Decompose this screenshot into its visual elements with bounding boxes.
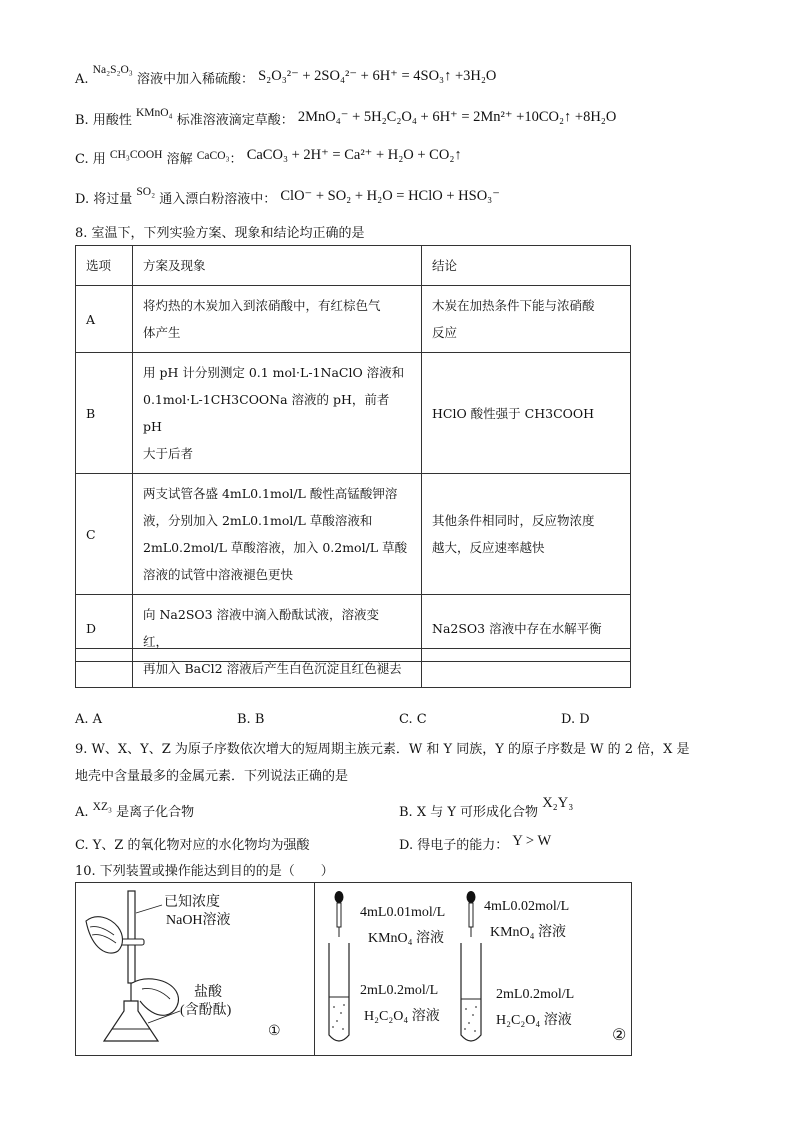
fig2-left-top-1: 4mL0.01mol/L [360, 905, 446, 920]
row-b-conclusion: HClO 酸性强于 CH3COOH [422, 353, 631, 474]
q7-option-d: D. 将过量 SO₂ 通入漂白粉溶液中： ClO⁻ + SO₂ + H₂O = HClO + HSO₃⁻ [75, 186, 500, 207]
row-a-plan: 将灼热的木炭加入到浓硝酸中，有红棕色气 体产生 [133, 286, 422, 353]
row-d-cont-option [76, 649, 133, 688]
q8-table [75, 245, 631, 662]
row-d-option: D [76, 595, 133, 662]
fig1-label-bottom-1: 盐酸 [194, 985, 222, 1000]
table-row-b [76, 353, 631, 474]
fig1-label-top-2: NaOH溶液 [166, 913, 231, 928]
q10-figure [75, 882, 632, 1056]
table-row-d-continued [76, 649, 631, 688]
row-b-option: B [76, 353, 133, 474]
q7-a-equation: S₂O₃²⁻ + 2SO₄²⁻ + 6H⁺ = 4SO₃↑ +3H₂O [258, 68, 497, 84]
q9-d-formula: Y > W [512, 833, 552, 849]
q7-d-reagent: SO₂ [136, 186, 156, 198]
fig2-right-bottom-1: 2mL0.2mol/L [496, 987, 575, 1002]
q8-choice-a: A. A [75, 712, 103, 727]
q7-d-equation: ClO⁻ + SO₂ + H₂O = HClO + HSO₃⁻ [280, 188, 500, 204]
q9-stem-line1: 9. W、X、Y、Z 为原子序数依次增大的短周期主族元素．W 和 Y 同族，Y 的原子序数是 W 的 2 倍，X 是 [75, 742, 690, 757]
q8-choice-d: D. D [561, 712, 590, 727]
q7-b-equation: 2MnO₄⁻ + 5H₂C₂O₄ + 6H⁺ = 2Mn²⁺ +10CO₂↑ +8H₂O [297, 109, 617, 125]
fig2-left-bottom-1: 2mL0.2mol/L [360, 983, 439, 998]
q8-choice-c: C. C [399, 712, 427, 727]
header-plan: 方案及现象 [133, 246, 422, 286]
q7-a-reagent: Na₂S₂O₃ [92, 64, 133, 76]
q9-option-a: A. XZ₃ 是离子化合物 [75, 801, 195, 820]
row-d-plan: 向 Na2SO3 溶液中滴入酚酞试液，溶液变 红， [133, 595, 422, 662]
q9-option-b: B. X 与 Y 可形成化合物 X₂Y₃ [399, 795, 574, 820]
fig2-right-top-1: 4mL0.02mol/L [484, 899, 570, 914]
row-a-conclusion: 木炭在加热条件下能与浓硝酸 反应 [422, 286, 631, 353]
fig1-label-top-1: 已知浓度 [164, 895, 220, 910]
q7-option-a: A. Na₂S₂O₃ 溶液中加入稀硫酸： S₂O₃²⁻ + 2SO₄²⁻ + 6H⁺ = 4SO₃↑ +3H₂O [75, 64, 497, 87]
fig2-right-top-2: KMnO₄ 溶液 [490, 925, 567, 940]
row-d-cont-plan: 再加入 BaCl2 溶液后产生白色沉淀且红色褪去 [133, 649, 422, 688]
q8-table-continuation [75, 648, 631, 688]
q7-c-reagent2: CaCO₃ [196, 150, 230, 162]
q10-stem: 10. 下列装置或操作能达到目的的是（ ） [75, 864, 334, 879]
q8-choice-b: B. B [237, 712, 265, 727]
fig2-number: ② [612, 1027, 627, 1044]
q9-option-c: C. Y、Z 的氧化物对应的水化物均为强酸 [75, 838, 310, 853]
q7-c-reagent: CH₃COOH [109, 149, 163, 161]
row-c-option: C [76, 474, 133, 595]
table-row-c [76, 474, 631, 595]
table-row-a [76, 286, 631, 353]
header-option: 选项 [76, 246, 133, 286]
q7-c-equation: CaCO₃ + 2H⁺ = Ca²⁺ + H₂O + CO₂↑ [246, 147, 462, 163]
q7-b-reagent: KMnO₄ [135, 107, 173, 119]
fig2-right-bottom-2: H₂C₂O₄ 溶液 [496, 1013, 572, 1028]
row-a-option: A [76, 286, 133, 353]
q8-stem: 8. 室温下，下列实验方案、现象和结论均正确的是 [75, 226, 365, 241]
fig1-label-bottom-2: (含酚酞) [180, 1003, 232, 1018]
q9-option-d: D. 得电子的能力： Y > W [399, 833, 552, 853]
fig2-left-bottom-2: H₂C₂O₄ 溶液 [364, 1009, 440, 1024]
table-header-row [76, 246, 631, 286]
row-d-cont-conclusion [422, 649, 631, 688]
row-b-plan: 用 pH 计分别测定 0.1 mol·L-1NaClO 溶液和 0.1mol·L-1CH3COONa 溶液的 pH，前者 pH 大于后者 [133, 353, 422, 474]
header-conclusion: 结论 [422, 246, 631, 286]
q9-stem-line2: 地壳中含量最多的金属元素．下列说法正确的是 [75, 769, 349, 784]
row-c-conclusion: 其他条件相同时，反应物浓度 越大，反应速率越快 [422, 474, 631, 595]
q9-a-formula: XZ₃ [92, 801, 113, 813]
q9-b-formula: X₂Y₃ [542, 795, 574, 811]
row-c-plan: 两支试管各盛 4mL0.1mol/L 酸性高锰酸钾溶 液，分别加入 2mL0.1mol/L 草酸溶液和 2mL0.2mol/L 草酸溶液，加入 0.2mol/L 草酸 溶液的试管中溶液褪色更快 [133, 474, 422, 595]
fig2-left-top-2: KMnO₄ 溶液 [368, 931, 445, 946]
row-d-conclusion: Na2SO3 溶液中存在水解平衡 [422, 595, 631, 662]
q7-option-b: B. 用酸性 KMnO₄ 标准溶液滴定草酸： 2MnO₄⁻ + 5H₂C₂O₄ + 6H⁺ = 2Mn²⁺ +10CO₂↑ +8H₂O [75, 107, 617, 128]
q7-option-c: C. 用 CH₃COOH 溶解 CaCO₃： CaCO₃ + 2H⁺ = Ca²⁺ + H₂O + CO₂↑ [75, 147, 462, 167]
fig1-number: ① [268, 1024, 281, 1039]
